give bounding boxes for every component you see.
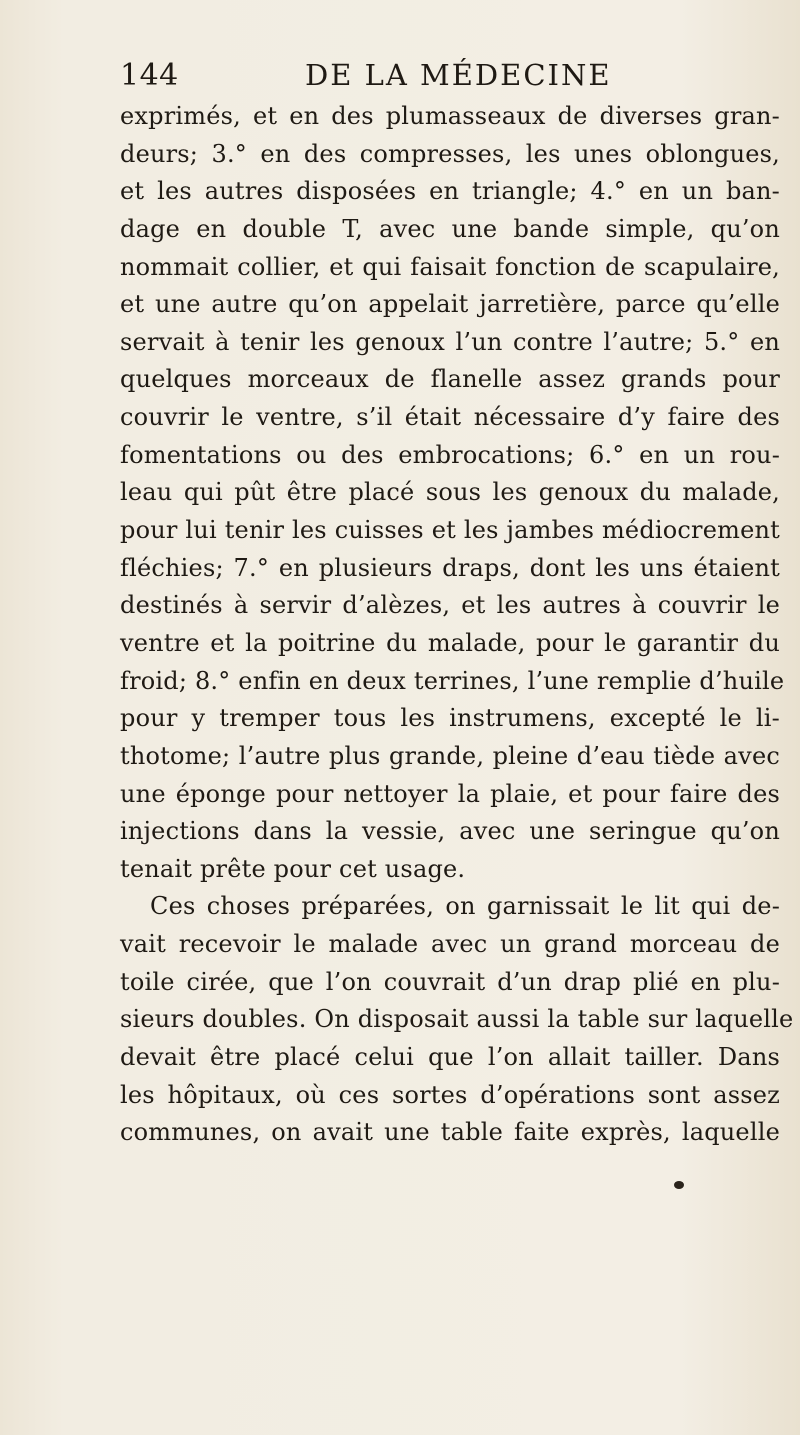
text-line: servait à tenir les genoux l’un contre l’autre; 5.° en [120,327,780,356]
text-line: destinés à servir d’alèzes, et les autres à couvrir le [120,591,780,620]
ink-speck [674,1181,684,1189]
text-line: et une autre qu’on appelait jarretière, parce qu’elle [120,290,780,319]
paragraph-first-line: Ces choses préparées, on garnissait le lit qui de- [150,892,780,921]
body-text [120,98,794,1152]
text-line: couvrir le ventre, s’il était nécessaire d’y faire des [120,403,780,432]
text-line: pour lui tenir les cuisses et les jambes médiocrement [120,516,780,545]
text-line: sieurs doubles. On disposait aussi la table sur laquelle [120,1005,794,1034]
text-line: devait être placé celui que l’on allait tailler. Dans [120,1043,780,1072]
text-line: les hôpitaux, où ces sortes d’opérations sont assez [120,1080,780,1109]
text-line: froid; 8.° enfin en deux terrines, l’une remplie d’huile [120,666,785,695]
text-line: vait recevoir le malade avec un grand morceau de [120,930,780,959]
text-line: thotome; l’autre plus grande, pleine d’eau tiède avec [120,741,780,770]
text-line: nommait collier, et qui faisait fonction de scapulaire, [120,252,780,281]
text-line: fomentations ou des embrocations; 6.° en un rou- [120,440,780,469]
running-title: DE LA MÉDECINE [305,58,612,92]
text-line: pour y tremper tous les instrumens, excepté le li- [120,704,780,733]
text-line: dage en double T, avec une bande simple, qu’on [120,214,780,243]
text-line: communes, on avait une table faite exprès, laquelle [120,1118,780,1147]
text-line: ventre et la poitrine du malade, pour le garantir du [120,628,780,657]
text-line: leau qui pût être placé sous les genoux du malade, [120,478,780,507]
text-line: deurs; 3.° en des compresses, les unes oblongues, [120,139,780,168]
text-line: fléchies; 7.° en plusieurs draps, dont les uns étaient [120,553,780,582]
text-line: quelques morceaux de flanelle assez grands pour [120,365,780,394]
text-line: tenait prête pour cet usage. [120,854,466,883]
text-line: injections dans la vessie, avec une seringue qu’on [120,817,780,846]
text-line: et les autres disposées en triangle; 4.° en un ban- [120,177,780,206]
text-line: une éponge pour nettoyer la plaie, et pour faire des [120,779,780,808]
text-line: exprimés, et en des plumasseaux de diverses gran- [120,102,780,130]
page-number: 144 [120,58,179,93]
text-line: toile cirée, que l’on couvrait d’un drap plié en plu- [120,967,780,996]
page-header [120,58,760,98]
